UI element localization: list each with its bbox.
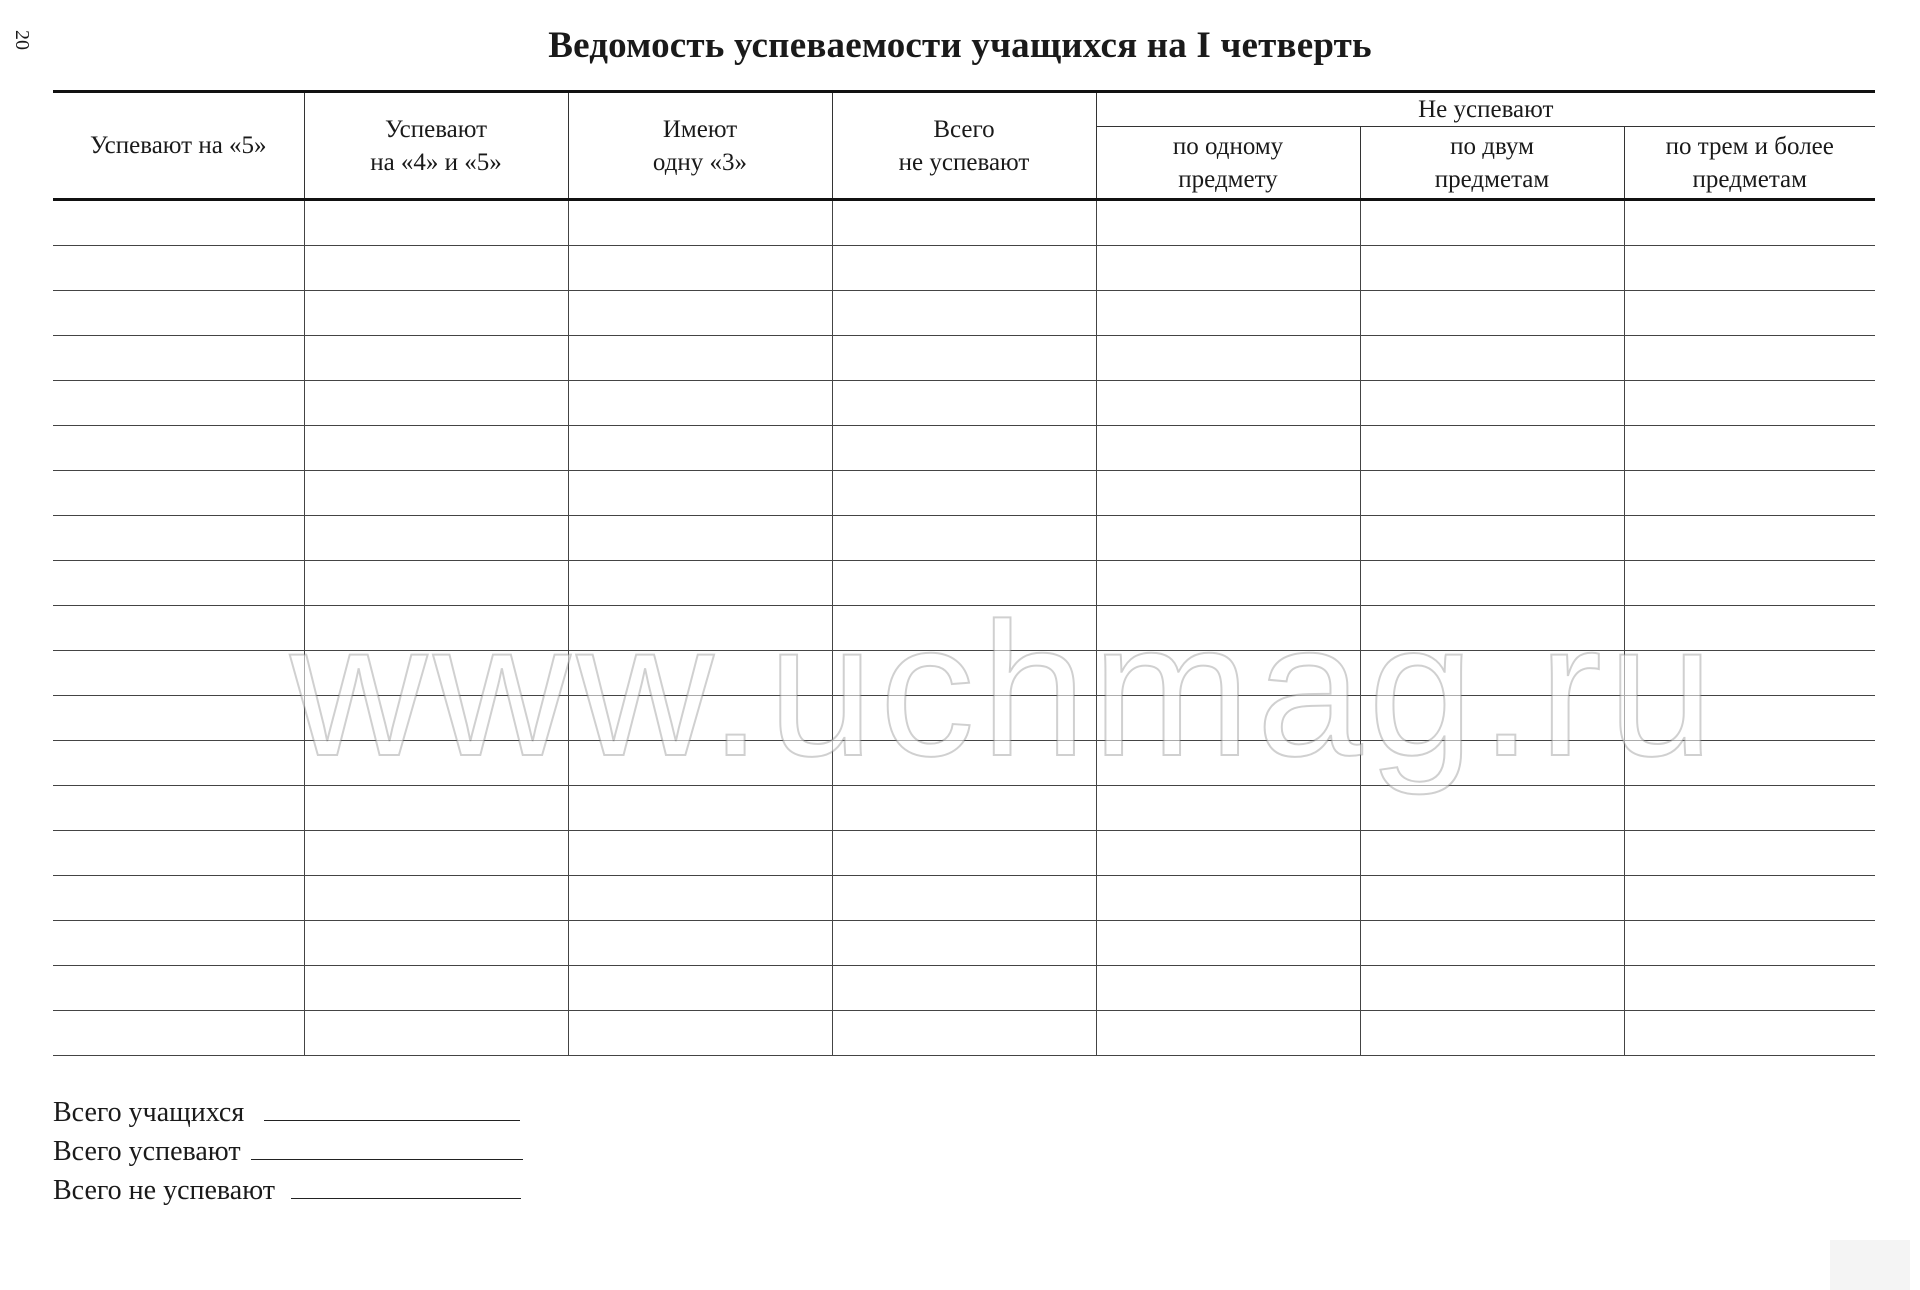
- summary-label: Всего не успевают: [53, 1175, 275, 1206]
- table-row: [53, 200, 1875, 246]
- table-cell[interactable]: [1360, 1011, 1624, 1056]
- summary-block: [53, 1092, 523, 1209]
- page-number: 20: [11, 30, 33, 50]
- table-row: [53, 1011, 1875, 1056]
- table-row: [53, 741, 1875, 786]
- table-cell[interactable]: [53, 696, 304, 741]
- table-cell[interactable]: [832, 381, 1096, 426]
- table-row: [53, 786, 1875, 831]
- table-cell[interactable]: [304, 696, 568, 741]
- column-header-total-failing: Всего не успевают: [832, 92, 1096, 200]
- table-cell[interactable]: [568, 741, 832, 786]
- table-cell[interactable]: [304, 516, 568, 561]
- table-cell[interactable]: [1096, 786, 1360, 831]
- table-cell[interactable]: [53, 606, 304, 651]
- table-cell[interactable]: [568, 561, 832, 606]
- table-cell[interactable]: [568, 921, 832, 966]
- table-cell[interactable]: [832, 966, 1096, 1011]
- table-cell[interactable]: [1360, 336, 1624, 381]
- table-cell[interactable]: [53, 831, 304, 876]
- table-cell[interactable]: [53, 1011, 304, 1056]
- table-cell[interactable]: [568, 200, 832, 246]
- table-cell[interactable]: [832, 291, 1096, 336]
- table-cell[interactable]: [53, 921, 304, 966]
- summary-input-line[interactable]: [291, 1170, 521, 1199]
- table-cell[interactable]: [1360, 921, 1624, 966]
- table-cell[interactable]: [1096, 246, 1360, 291]
- summary-input-line[interactable]: [251, 1131, 523, 1160]
- table-cell[interactable]: [1096, 516, 1360, 561]
- table-cell[interactable]: [1624, 1011, 1875, 1056]
- table-cell[interactable]: [832, 246, 1096, 291]
- table-cell[interactable]: [1096, 651, 1360, 696]
- table-cell[interactable]: [1096, 426, 1360, 471]
- table-cell[interactable]: [568, 696, 832, 741]
- table-cell[interactable]: [1624, 291, 1875, 336]
- table-cell[interactable]: [1360, 876, 1624, 921]
- table-cell[interactable]: [1360, 831, 1624, 876]
- table-cell[interactable]: [1360, 246, 1624, 291]
- table-cell[interactable]: [53, 336, 304, 381]
- table-cell[interactable]: [568, 831, 832, 876]
- table-cell[interactable]: [1624, 966, 1875, 1011]
- table-cell[interactable]: [304, 786, 568, 831]
- table-cell[interactable]: [304, 561, 568, 606]
- table-cell[interactable]: [1624, 741, 1875, 786]
- table-cell[interactable]: [1096, 966, 1360, 1011]
- table-cell[interactable]: [568, 651, 832, 696]
- document-title: Ведомость успеваемости учащихся на I четверть: [548, 25, 1372, 66]
- table-cell[interactable]: [53, 426, 304, 471]
- table-row: [53, 291, 1875, 336]
- table-cell[interactable]: [1360, 291, 1624, 336]
- table-cell[interactable]: [832, 336, 1096, 381]
- table-cell[interactable]: [1624, 516, 1875, 561]
- table-cell[interactable]: [304, 336, 568, 381]
- column-header-one-three: Имеют одну «3»: [568, 92, 832, 200]
- table-cell[interactable]: [304, 741, 568, 786]
- table-cell[interactable]: [1624, 876, 1875, 921]
- table-cell[interactable]: [304, 831, 568, 876]
- table-cell[interactable]: [53, 561, 304, 606]
- table-cell[interactable]: [304, 200, 568, 246]
- column-header-one-subject: по одному предмету: [1096, 127, 1360, 200]
- table-cell[interactable]: [1360, 696, 1624, 741]
- table-cell[interactable]: [53, 516, 304, 561]
- table-cell[interactable]: [568, 246, 832, 291]
- table-cell[interactable]: [832, 200, 1096, 246]
- table-cell[interactable]: [304, 471, 568, 516]
- table-cell[interactable]: [568, 381, 832, 426]
- table-cell[interactable]: [1624, 246, 1875, 291]
- table-cell[interactable]: [1624, 381, 1875, 426]
- table-cell[interactable]: [832, 921, 1096, 966]
- table-cell[interactable]: [1360, 516, 1624, 561]
- table-cell[interactable]: [304, 651, 568, 696]
- table-cell[interactable]: [832, 651, 1096, 696]
- table-cell[interactable]: [1624, 831, 1875, 876]
- table-cell[interactable]: [53, 876, 304, 921]
- table-cell[interactable]: [1096, 921, 1360, 966]
- summary-label: Всего успевают: [53, 1136, 241, 1167]
- table-cell[interactable]: [304, 426, 568, 471]
- table-cell[interactable]: [53, 381, 304, 426]
- table-cell[interactable]: [1096, 741, 1360, 786]
- table-body: [53, 200, 1875, 1056]
- table-cell[interactable]: [1096, 291, 1360, 336]
- table-cell[interactable]: [568, 426, 832, 471]
- table-cell[interactable]: [1096, 471, 1360, 516]
- table-cell[interactable]: [304, 966, 568, 1011]
- column-header-two-subjects: по двум предметам: [1360, 127, 1624, 200]
- summary-total-failing: [53, 1170, 523, 1209]
- table-row: [53, 606, 1875, 651]
- table-cell[interactable]: [832, 1011, 1096, 1056]
- table-cell[interactable]: [53, 966, 304, 1011]
- table-row: [53, 651, 1875, 696]
- table-row: [53, 876, 1875, 921]
- table-cell[interactable]: [832, 516, 1096, 561]
- table-cell[interactable]: [304, 921, 568, 966]
- table-cell[interactable]: [53, 200, 304, 246]
- table-cell[interactable]: [1360, 651, 1624, 696]
- table-cell[interactable]: [568, 876, 832, 921]
- column-header-good: Успевают на «4» и «5»: [304, 92, 568, 200]
- table-cell[interactable]: [1360, 786, 1624, 831]
- table-cell[interactable]: [1096, 561, 1360, 606]
- table-cell[interactable]: [832, 606, 1096, 651]
- table-cell[interactable]: [568, 336, 832, 381]
- table-cell[interactable]: [832, 426, 1096, 471]
- summary-total-passing: [53, 1131, 523, 1170]
- summary-total-students: [53, 1092, 523, 1131]
- table-cell[interactable]: [568, 516, 832, 561]
- table-cell[interactable]: [1360, 561, 1624, 606]
- table-cell[interactable]: [304, 1011, 568, 1056]
- table-cell[interactable]: [53, 786, 304, 831]
- table-row: [53, 516, 1875, 561]
- table-cell[interactable]: [1624, 696, 1875, 741]
- corner-shade: [1830, 1240, 1910, 1290]
- table-row: [53, 966, 1875, 1011]
- table-cell[interactable]: [1096, 831, 1360, 876]
- table-cell[interactable]: [1624, 426, 1875, 471]
- table-cell[interactable]: [1624, 336, 1875, 381]
- table-cell[interactable]: [568, 786, 832, 831]
- table-row: [53, 921, 1875, 966]
- table-row: [53, 561, 1875, 606]
- table-cell[interactable]: [832, 696, 1096, 741]
- table-cell[interactable]: [1624, 606, 1875, 651]
- table-cell[interactable]: [1360, 606, 1624, 651]
- table-cell[interactable]: [304, 381, 568, 426]
- table-cell[interactable]: [1360, 426, 1624, 471]
- table-cell[interactable]: [832, 471, 1096, 516]
- table-cell[interactable]: [1096, 200, 1360, 246]
- table-cell[interactable]: [1360, 200, 1624, 246]
- table-cell[interactable]: [53, 651, 304, 696]
- table-cell[interactable]: [1360, 741, 1624, 786]
- table-cell[interactable]: [832, 741, 1096, 786]
- table-cell[interactable]: [1096, 336, 1360, 381]
- table-cell[interactable]: [568, 606, 832, 651]
- table-cell[interactable]: [1096, 1011, 1360, 1056]
- table-cell[interactable]: [304, 606, 568, 651]
- table-cell[interactable]: [1096, 606, 1360, 651]
- table-row: [53, 831, 1875, 876]
- table-row: [53, 426, 1875, 471]
- table-cell[interactable]: [1360, 381, 1624, 426]
- table-row: [53, 246, 1875, 291]
- table-cell[interactable]: [1624, 471, 1875, 516]
- table-cell[interactable]: [53, 246, 304, 291]
- table-cell[interactable]: [1624, 200, 1875, 246]
- summary-input-line[interactable]: [264, 1092, 520, 1121]
- column-header-three-plus-subjects: по трем и более предметам: [1624, 127, 1875, 200]
- watermark: www.uchmag.ru: [290, 584, 1720, 796]
- table-cell[interactable]: [568, 966, 832, 1011]
- column-header-excellent: Успевают на «5»: [53, 92, 304, 200]
- table-cell[interactable]: [1096, 876, 1360, 921]
- table-cell[interactable]: [832, 786, 1096, 831]
- table-cell[interactable]: [832, 561, 1096, 606]
- table-cell[interactable]: [53, 471, 304, 516]
- table-cell[interactable]: [1360, 471, 1624, 516]
- table-cell[interactable]: [832, 876, 1096, 921]
- summary-label: Всего учащихся: [53, 1097, 245, 1128]
- table-cell[interactable]: [568, 471, 832, 516]
- table-cell[interactable]: [568, 1011, 832, 1056]
- table-cell[interactable]: [1624, 561, 1875, 606]
- table-row: [53, 696, 1875, 741]
- table-cell[interactable]: [304, 246, 568, 291]
- table-row: [53, 381, 1875, 426]
- table-cell[interactable]: [568, 291, 832, 336]
- table-row: [53, 336, 1875, 381]
- grade-table: [53, 90, 1875, 1056]
- column-group-failing: Не успевают: [1096, 92, 1875, 127]
- table-cell[interactable]: [53, 741, 304, 786]
- table-cell[interactable]: [1624, 651, 1875, 696]
- table-cell[interactable]: [1096, 381, 1360, 426]
- table-cell[interactable]: [1096, 696, 1360, 741]
- table-cell[interactable]: [1624, 921, 1875, 966]
- table-cell[interactable]: [53, 291, 304, 336]
- table-cell[interactable]: [304, 876, 568, 921]
- table-cell[interactable]: [304, 291, 568, 336]
- table-row: [53, 471, 1875, 516]
- table-cell[interactable]: [832, 831, 1096, 876]
- table-cell[interactable]: [1624, 786, 1875, 831]
- table-cell[interactable]: [1360, 966, 1624, 1011]
